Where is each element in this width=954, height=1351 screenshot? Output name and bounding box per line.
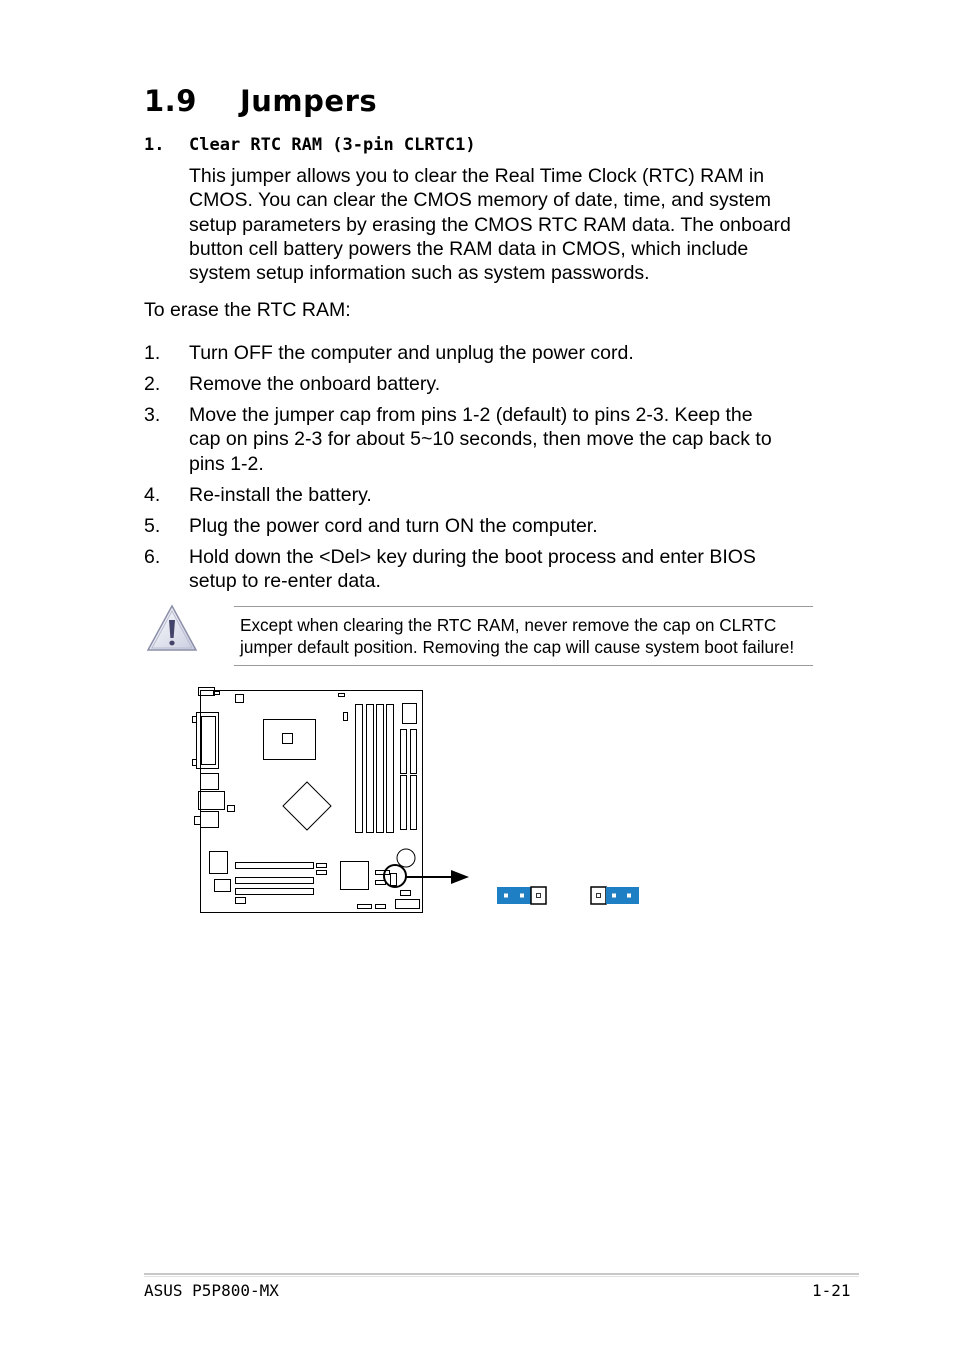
footer-product-name: ASUS P5P800-MX <box>144 1281 279 1300</box>
intro-line: setup parameters by erasing the CMOS RTC RAM data. The onboard <box>189 213 791 236</box>
step-number: 3. <box>144 403 161 426</box>
pci-slot <box>236 889 314 895</box>
pci-slot <box>236 878 314 884</box>
jumper-cap <box>606 887 639 904</box>
subsection-number: 1. <box>144 135 165 155</box>
note-bottom-rule <box>234 665 813 666</box>
step-text: Remove the onboard battery. <box>189 372 441 395</box>
motherboard-clrtc-diagram <box>185 685 655 920</box>
caution-line: Except when clearing the RTC RAM, never remove the cap on CLRTC <box>240 615 777 635</box>
pci-slot <box>236 863 314 869</box>
step-number: 5. <box>144 514 161 537</box>
jumper-pin <box>597 894 601 898</box>
jumper-pin <box>627 894 631 898</box>
jumper-cap <box>497 887 531 904</box>
subsection-heading <box>144 135 476 155</box>
list-item <box>144 483 814 507</box>
jumper-pin <box>612 894 616 898</box>
list-item <box>144 403 814 476</box>
step-number: 6. <box>144 545 161 568</box>
battery <box>397 849 415 867</box>
step-text: Re-install the battery. <box>189 483 372 506</box>
section-title <box>144 84 377 118</box>
intro-line: CMOS. You can clear the CMOS memory of date, time, and system <box>189 189 771 212</box>
intro-line: system setup information such as system passwords. <box>189 262 650 285</box>
intro-paragraph <box>189 164 809 285</box>
section-title-text: Jumpers <box>240 84 378 118</box>
jumper-pin <box>504 894 508 898</box>
jumper-normal-illustration <box>497 887 546 904</box>
step-number: 1. <box>144 342 161 364</box>
callout-arrow-head <box>451 870 469 884</box>
footer-rule <box>144 1276 859 1277</box>
jumper-clear-illustration <box>591 887 639 904</box>
caution-line: jumper default position. Removing the cap will cause system boot failure! <box>240 637 795 657</box>
south-bridge <box>341 862 369 890</box>
step-number: 4. <box>144 483 161 506</box>
intro-line: button cell battery powers the RAM data in CMOS, which include <box>189 237 749 260</box>
dimm-slot <box>387 705 394 833</box>
list-item <box>144 545 814 594</box>
caution-note-text <box>240 614 818 658</box>
dimm-slot <box>377 705 384 833</box>
erase-intro: To erase the RTC RAM: <box>144 299 351 321</box>
dimm-slot <box>367 705 374 833</box>
list-item <box>144 372 814 396</box>
footer-rule <box>144 1273 859 1275</box>
step-text: Move the jumper cap from pins 1-2 (default) to pins 2-3. Keep the <box>189 403 753 426</box>
step-text: Hold down the <Del> key during the boot process and enter BIOS <box>189 545 756 568</box>
subsection-title: Clear RTC RAM (3-pin CLRTC1) <box>189 135 476 155</box>
chipset <box>283 782 331 830</box>
caution-triangle-icon <box>146 604 198 652</box>
note-top-rule <box>234 606 813 607</box>
section-number: 1.9 <box>144 84 197 118</box>
step-text: pins 1-2. <box>189 452 264 475</box>
step-number: 2. <box>144 372 161 395</box>
erase-steps-list <box>144 341 814 600</box>
list-item <box>144 341 814 365</box>
jumper-pin <box>537 894 541 898</box>
intro-line: This jumper allows you to clear the Real Time Clock (RTC) RAM in <box>189 165 765 187</box>
page-number: 1-21 <box>812 1281 851 1300</box>
jumper-pin <box>520 894 524 898</box>
dimm-slot <box>356 705 363 833</box>
clrtc-highlight-circle <box>384 865 406 887</box>
board-outline <box>201 691 423 913</box>
cpu-socket <box>264 720 316 760</box>
step-text: setup to re-enter data. <box>189 569 381 592</box>
step-text: Plug the power cord and turn ON the computer. <box>189 514 598 537</box>
list-item <box>144 514 814 538</box>
step-text: cap on pins 2-3 for about 5~10 seconds, then move the cap back to <box>189 428 772 451</box>
step-text: Turn OFF the computer and unplug the power cord. <box>189 342 634 364</box>
